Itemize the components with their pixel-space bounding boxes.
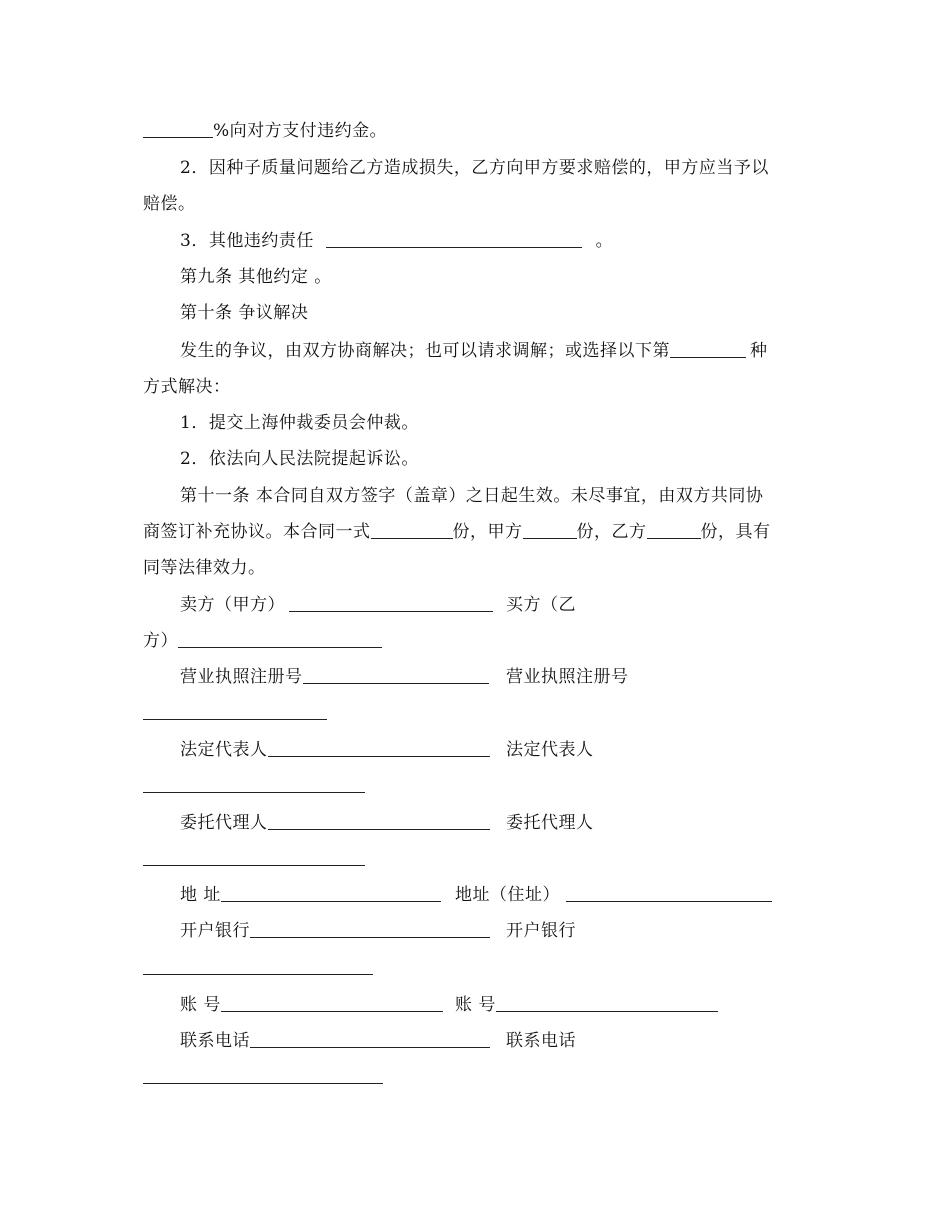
seller-row: 卖方（甲方） [180,594,493,616]
phone-field-b[interactable] [143,1067,383,1084]
dispute-line-cont: 方式解决： [143,377,231,397]
rep-label-b: 法定代表人 [506,740,594,760]
copies-line: 商签订补充协议。本合同一式 份，甲方 份，乙方 份，具有 [143,522,771,542]
address-field-b[interactable] [566,885,772,902]
copies-total-field[interactable] [371,522,453,539]
rep-row-a: 法定代表人 [180,739,490,761]
dispute-method-field[interactable] [670,341,746,358]
phone-field-a[interactable] [250,1031,490,1048]
clause-3-line: 3．其他违约责任 。 [180,231,614,251]
article-9-heading: 第九条 其他约定 。 [180,267,332,287]
buyer-label: 买方（乙 [506,595,576,615]
rep-field-b[interactable] [143,776,365,793]
buyer-field[interactable] [178,631,382,648]
bank-field-a[interactable] [250,921,490,938]
option-1: 1．提交上海仲裁委员会仲裁。 [180,413,419,433]
bank-row-b [143,957,373,979]
agent-row-b [143,848,365,870]
dispute-line: 发生的争议，由双方协商解决；也可以请求调解；或选择以下第 种 [180,341,768,361]
rep-field-a[interactable] [268,740,490,757]
copies-party-a-field[interactable] [523,522,577,539]
other-liability-field[interactable] [326,231,582,248]
phone-row-a: 联系电话 [180,1030,490,1052]
bank-row-a: 开户银行 [180,920,490,942]
bank-label-b: 开户银行 [506,921,576,941]
license-label-b: 营业执照注册号 [506,667,629,687]
license-field-a[interactable] [303,667,489,684]
agent-field-b[interactable] [143,849,365,866]
option-2: 2．依法向人民法院提起诉讼。 [180,449,419,469]
account-field-a[interactable] [221,995,443,1012]
blank-field[interactable] [143,121,213,138]
license-row-b [143,702,327,724]
license-field-b[interactable] [143,703,327,720]
address-field-a[interactable] [221,885,441,902]
article-10-heading: 第十条 争议解决 [180,303,309,323]
account-field-b[interactable] [496,995,718,1012]
agent-field-a[interactable] [268,813,490,830]
copies-party-b-field[interactable] [647,522,701,539]
account-row-b: 账 号 [455,994,718,1016]
agent-label-b: 委托代理人 [506,813,594,833]
license-row-a: 营业执照注册号 [180,666,489,688]
clause-2-text-cont: 赔偿。 [143,194,196,214]
seller-field[interactable] [289,595,493,612]
agent-row-a: 委托代理人 [180,812,490,834]
bank-field-b[interactable] [143,958,373,975]
account-row: 账 号 [180,994,443,1016]
copies-line-cont: 同等法律效力。 [143,558,266,578]
phone-row-b [143,1066,383,1088]
article-11-text: 第十一条 本合同自双方签字（盖章）之日起生效。未尽事宜，由双方共同协 [180,486,764,506]
phone-label-b: 联系电话 [506,1031,576,1051]
address-row-b: 地址（住址） [455,884,772,906]
buyer-row: 方） [143,630,382,652]
address-row: 地 址 [180,884,441,906]
clause-2-text: 2．因种子质量问题给乙方造成损失，乙方向甲方要求赔偿的，甲方应当予以 [180,158,769,178]
rep-row-b [143,775,365,797]
penalty-line: %向对方支付违约金。 [143,120,387,142]
